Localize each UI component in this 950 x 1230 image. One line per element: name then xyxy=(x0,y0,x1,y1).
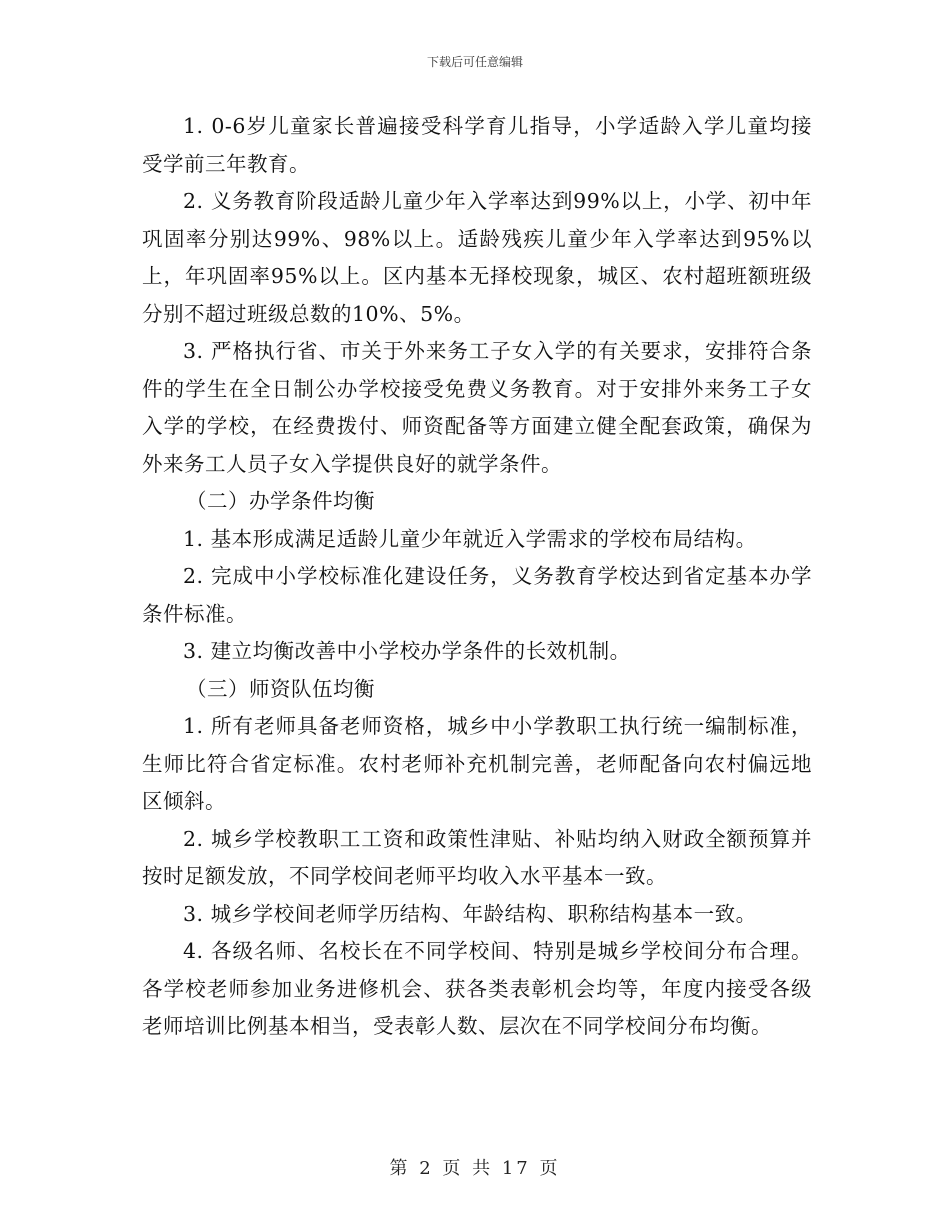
document-body xyxy=(142,108,812,1046)
paragraph-item-8: 2. 城乡学校教职工工资和政策性津贴、补贴均纳入财政全额预算并按时足额发放，不同学校间老师平均收入水平基本一致。 xyxy=(142,826,812,888)
paragraph-item-2: 2. 义务教育阶段适龄儿童少年入学率达到99%以上，小学、初中年巩固率分别达99%、98%以上。适龄残疾儿童少年入学率达到95%以上，年巩固率95%以上。区内基本无择校现象，城区、农村超班额班级分别不超过班级总数的10%、5%。 xyxy=(142,189,812,326)
header-note: 下载后可任意编辑 xyxy=(426,55,523,69)
paragraph-item-9: 3. 城乡学校间老师学历结构、年龄结构、职称结构基本一致。 xyxy=(183,901,757,926)
paragraph-item-10: 4. 各级名师、名校长在不同学校间、特别是城乡学校间分布合理。各学校老师参加业务进修机会、获各类表彰机会均等，年度内接受各级老师培训比例基本相当，受表彰人数、层次在不同学校间分布均衡。 xyxy=(142,939,812,1038)
paragraph-item-6: 3. 建立均衡改善中小学校办学条件的长效机制。 xyxy=(183,639,631,663)
section-heading-2: （二）办学条件均衡 xyxy=(186,489,375,513)
paragraph-item-4: 1. 基本形成满足适龄儿童少年就近入学需求的学校布局结构。 xyxy=(183,526,757,551)
paragraph-item-1: 1. 0-6岁儿童家长普遍接受科学育儿指导，小学适龄入学儿童均接受学前三年教育。 xyxy=(142,114,812,176)
section-heading-3: （三）师资队伍均衡 xyxy=(186,676,375,701)
paragraph-item-3: 3. 严格执行省、市关于外来务工子女入学的有关要求，安排符合条件的学生在全日制公办学校接受免费义务教育。对于安排外来务工子女入学的学校，在经费拨付、师资配备等方面建立健全配套政策，确保为外来务工人员子女入学提供良好的就学条件。 xyxy=(142,339,812,476)
paragraph-item-7: 1. 所有老师具备老师资格，城乡中小学教职工执行统一编制标准，生师比符合省定标准。农村老师补充机制完善，老师配备向农村偏远地区倾斜。 xyxy=(142,714,812,813)
page-number: 第 2 页 共 17 页 xyxy=(389,1158,561,1179)
paragraph-item-5: 2. 完成中小学校标准化建设任务，义务教育学校达到省定基本办学条件标准。 xyxy=(142,564,812,626)
